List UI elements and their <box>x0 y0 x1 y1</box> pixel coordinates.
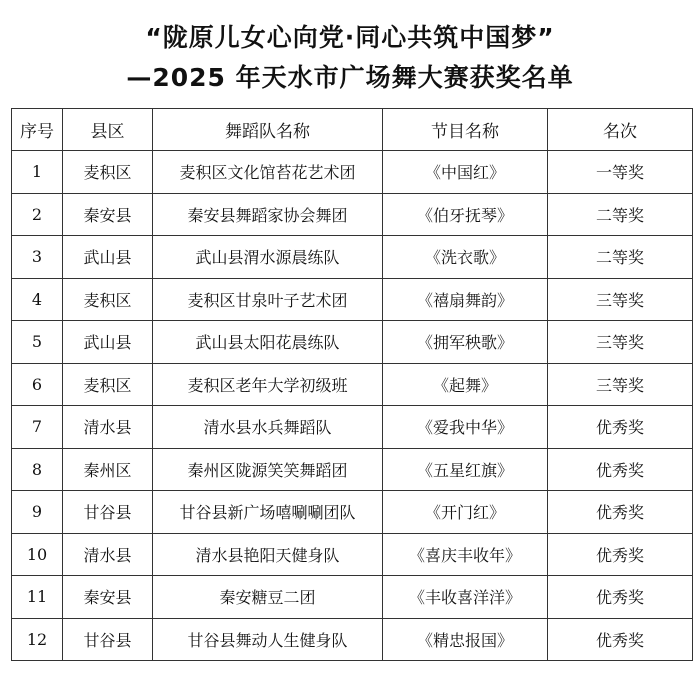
cell-team: 麦积区甘泉叶子艺术团 <box>153 278 383 321</box>
cell-rank: 优秀奖 <box>548 448 693 491</box>
cell-county: 武山县 <box>63 236 153 279</box>
cell-program: 《喜庆丰收年》 <box>383 533 548 576</box>
table-header-row <box>12 109 693 151</box>
cell-team: 麦积区文化馆苔花艺术团 <box>153 151 383 194</box>
cell-program: 《起舞》 <box>383 363 548 406</box>
table-row <box>12 193 693 236</box>
cell-team: 秦安糖豆二团 <box>153 576 383 619</box>
cell-program: 《洗衣歌》 <box>383 236 548 279</box>
cell-no: 2 <box>12 193 63 236</box>
cell-program: 《中国红》 <box>383 151 548 194</box>
cell-team: 甘谷县舞动人生健身队 <box>153 618 383 661</box>
document-subtitle: —2025 年天水市广场舞大赛获奖名单 <box>126 63 574 92</box>
table-row <box>12 576 693 619</box>
cell-no: 10 <box>12 533 63 576</box>
cell-team: 武山县渭水源晨练队 <box>153 236 383 279</box>
cell-rank: 三等奖 <box>548 278 693 321</box>
cell-team: 清水县水兵舞蹈队 <box>153 406 383 449</box>
cell-no: 3 <box>12 236 63 279</box>
cell-rank: 三等奖 <box>548 321 693 364</box>
cell-rank: 二等奖 <box>548 236 693 279</box>
cell-county: 清水县 <box>63 533 153 576</box>
table-row <box>12 448 693 491</box>
cell-rank: 优秀奖 <box>548 576 693 619</box>
cell-program: 《精忠报国》 <box>383 618 548 661</box>
cell-rank: 优秀奖 <box>548 618 693 661</box>
cell-program: 《五星红旗》 <box>383 448 548 491</box>
cell-rank: 优秀奖 <box>548 533 693 576</box>
header-county: 县区 <box>63 109 153 151</box>
cell-rank: 优秀奖 <box>548 406 693 449</box>
cell-team: 麦积区老年大学初级班 <box>153 363 383 406</box>
cell-program: 《拥军秧歌》 <box>383 321 548 364</box>
table-row <box>12 363 693 406</box>
cell-no: 11 <box>12 576 63 619</box>
cell-team: 甘谷县新广场嘻唰唰团队 <box>153 491 383 534</box>
cell-rank: 三等奖 <box>548 363 693 406</box>
cell-program: 《爱我中华》 <box>383 406 548 449</box>
cell-no: 7 <box>12 406 63 449</box>
table-row <box>12 618 693 661</box>
document-title: “陇原儿女心向党·同心共筑中国梦” <box>145 23 555 52</box>
table-row <box>12 406 693 449</box>
cell-team: 秦州区陇源笑笑舞蹈团 <box>153 448 383 491</box>
cell-county: 秦州区 <box>63 448 153 491</box>
cell-rank: 一等奖 <box>548 151 693 194</box>
cell-county: 麦积区 <box>63 151 153 194</box>
cell-no: 5 <box>12 321 63 364</box>
cell-county: 秦安县 <box>63 576 153 619</box>
cell-county: 麦积区 <box>63 363 153 406</box>
header-team: 舞蹈队名称 <box>153 109 383 151</box>
cell-county: 武山县 <box>63 321 153 364</box>
cell-county: 甘谷县 <box>63 618 153 661</box>
cell-program: 《禧扇舞韵》 <box>383 278 548 321</box>
cell-program: 《伯牙抚琴》 <box>383 193 548 236</box>
cell-no: 6 <box>12 363 63 406</box>
cell-county: 秦安县 <box>63 193 153 236</box>
cell-program: 《丰收喜洋洋》 <box>383 576 548 619</box>
cell-program: 《开门红》 <box>383 491 548 534</box>
cell-team: 秦安县舞蹈家协会舞团 <box>153 193 383 236</box>
table-row <box>12 278 693 321</box>
table-row <box>12 491 693 534</box>
cell-no: 12 <box>12 618 63 661</box>
cell-no: 4 <box>12 278 63 321</box>
cell-county: 麦积区 <box>63 278 153 321</box>
header-program: 节目名称 <box>383 109 548 151</box>
table-row <box>12 533 693 576</box>
cell-rank: 优秀奖 <box>548 491 693 534</box>
cell-team: 清水县艳阳天健身队 <box>153 533 383 576</box>
cell-no: 8 <box>12 448 63 491</box>
cell-no: 9 <box>12 491 63 534</box>
awards-table <box>11 108 693 661</box>
header-rank: 名次 <box>548 109 693 151</box>
cell-county: 清水县 <box>63 406 153 449</box>
cell-rank: 二等奖 <box>548 193 693 236</box>
table-row <box>12 321 693 364</box>
header-no: 序号 <box>12 109 63 151</box>
cell-county: 甘谷县 <box>63 491 153 534</box>
table-row <box>12 151 693 194</box>
table-row <box>12 236 693 279</box>
cell-team: 武山县太阳花晨练队 <box>153 321 383 364</box>
cell-no: 1 <box>12 151 63 194</box>
